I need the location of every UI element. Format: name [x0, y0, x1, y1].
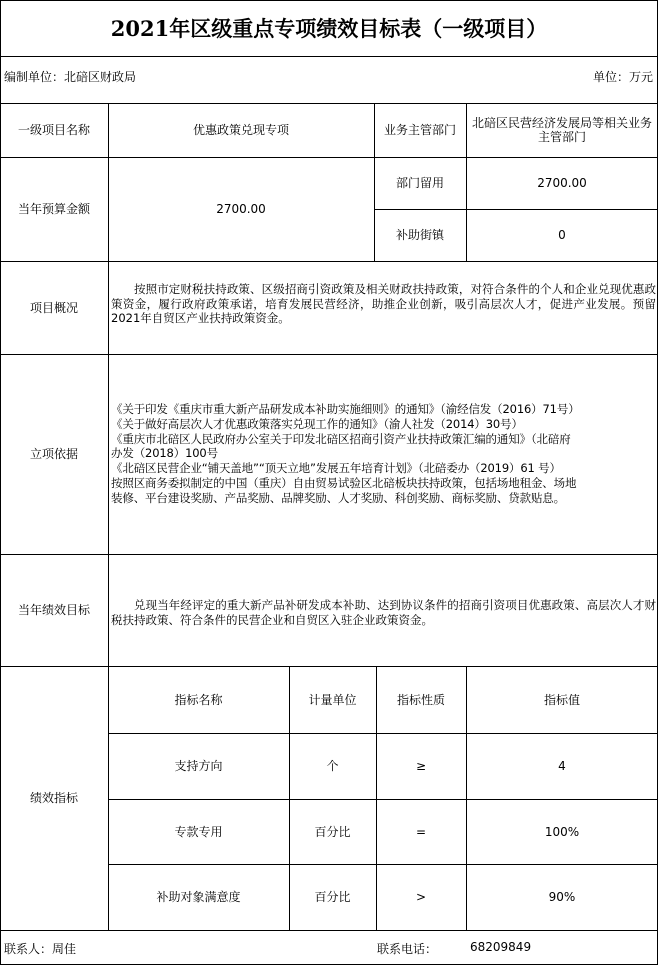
indicator-unit: 个 — [326, 759, 339, 773]
budget-total: 2700.00 — [216, 202, 266, 216]
indicator-header-name: 指标名称 — [174, 692, 223, 707]
indicators-label: 绩效指标 — [29, 791, 78, 805]
rule — [0, 930, 658, 931]
contact-label: 联系人： — [4, 942, 53, 956]
indicator-value: 100% — [544, 824, 580, 839]
basis-line: 《重庆市北碚区人民政府办公室关于印发北碚区招商引资产业扶持政策汇编的通知》（北碚府 — [111, 431, 571, 446]
project-name-label: 一级项目名称 — [17, 123, 90, 137]
indicator-header-nature: 指标性质 — [396, 692, 445, 707]
indicator-unit: 百分比 — [314, 890, 351, 904]
indicator-name: 专款专用 — [174, 824, 223, 839]
department-value: 北碚区民营经济发展局等相关业务主管部门 — [472, 116, 653, 144]
overview-label: 项目概况 — [29, 300, 78, 315]
indicator-nature: > — [415, 890, 427, 904]
budget-label: 当年预算金额 — [17, 202, 90, 216]
contact-name: 周佳 — [52, 942, 77, 956]
overview-text: 按照市定财税扶持政策、区级招商引资政策及相关财政扶持政策，对符合条件的个人和企业兑现优惠政策资金，履行政府政策承诺，培育发展民营经济，助推企业创新，吸引高层次人才，促进产业发展。预留2021年自贸区产业扶持政策资金。 — [111, 282, 656, 325]
indicator-header-unit: 计量单位 — [308, 692, 357, 707]
retained-label: 部门留用 — [395, 176, 444, 190]
goal-text: 兑现当年经评定的重大新产品补研发成本补助、达到协议条件的招商引资项目优惠政策、高层次人才财税扶持政策、符合条件的民营企业和自贸区入驻企业政策资金。 — [111, 598, 656, 627]
goal-label: 当年绩效目标 — [17, 603, 90, 617]
subsidy-label: 补助街镇 — [395, 228, 444, 242]
department-label: 业务主管部门 — [383, 123, 456, 137]
basis-label: 立项依据 — [29, 447, 78, 461]
basis-line: 办发（2018）100号 — [111, 446, 218, 461]
basis-line: 《关于印发《重庆市重大新产品研发成本补助实施细则》的通知》（渝经信发（2016）71号） — [111, 402, 580, 416]
basis-text — [111, 402, 656, 506]
subsidy-value: 0 — [558, 228, 566, 242]
indicator-name: 支持方向 — [174, 759, 223, 773]
contact-phone-label: 联系电话： — [377, 942, 438, 956]
rule — [0, 56, 658, 57]
contact-phone-value: 68209849 — [470, 940, 532, 954]
rule — [0, 0, 658, 1]
basis-line: 按照区商务委拟制定的中国（重庆）自由贸易试验区北碚板块扶持政策，包括场地租金、场地 — [111, 475, 577, 490]
contact — [4, 940, 76, 957]
indicator-value: 4 — [558, 759, 566, 773]
indicator-unit: 百分比 — [314, 824, 351, 839]
indicator-value: 90% — [548, 890, 576, 904]
currency-unit: 单位：万元 — [592, 70, 653, 84]
page-title: 2021年区级重点专项绩效目标表（一级项目） — [110, 16, 548, 41]
indicator-header-value: 指标值 — [543, 692, 580, 707]
indicator-nature: = — [415, 824, 427, 839]
indicator-nature: ≥ — [415, 759, 427, 773]
retained-value: 2700.00 — [537, 176, 587, 190]
indicator-name: 补助对象满意度 — [156, 890, 241, 904]
basis-line: 装修、平台建设奖励、产品奖励、品牌奖励、人才奖励、科创奖励、商标奖励、贷款贴息。 — [111, 490, 565, 505]
basis-line: 《关于做好高层次人才优惠政策落实兑现工作的通知》（渝人社发（2014）30号） — [111, 416, 523, 431]
project-name-value: 优惠政策兑现专项 — [192, 123, 289, 137]
compiling-unit: 编制单位：北碚区财政局 — [4, 70, 137, 84]
basis-line: 《北碚区民营企业“铺天盖地”“顶天立地”发展五年培育计划》（北碚委办（2019）61 号） — [111, 461, 561, 476]
